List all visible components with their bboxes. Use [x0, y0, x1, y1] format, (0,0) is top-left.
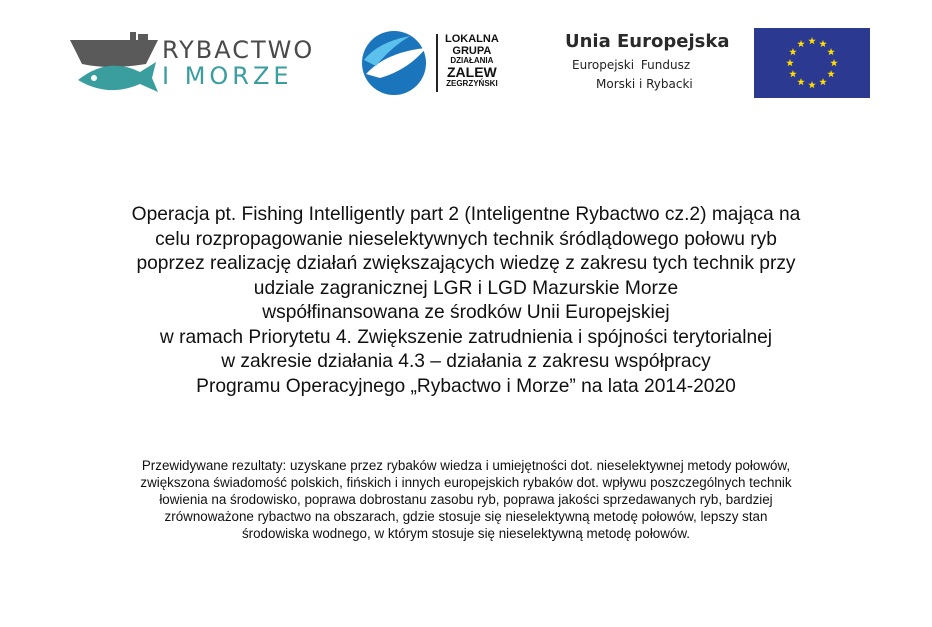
main-line: poprzez realizację działań zwiększających wiedzę z zakresu tych technik przy	[136, 253, 796, 274]
main-line: w zakresie działania 4.3 – działania z zakresu współpracy	[221, 351, 711, 372]
rybactwo-logo-text	[162, 38, 314, 88]
rybactwo-i-morze-logo	[68, 30, 313, 96]
main-line: współfinansowana ze środków Unii Europejskiej	[262, 302, 670, 323]
lgd-circle-icon	[360, 30, 430, 96]
main-line: Programu Operacyjnego „Rybactwo i Morze” na lata 2014-2020	[196, 375, 736, 397]
lgd-line1: LOKALNA	[445, 33, 499, 45]
logo-bar	[0, 0, 932, 110]
lgd-line5: ZEGRZYŃSKI	[446, 79, 498, 89]
lgd-logo-text	[445, 34, 499, 89]
results-line: zrównoważone rybactwo na obszarach, gdzie stosuje się nieselektywną metodę połowów, lepszy stan	[164, 509, 768, 524]
main-line: Operacja pt. Fishing Intelligently part 2 (Inteligentne Rybactwo cz.2) mająca na	[131, 204, 801, 225]
rybactwo-logo-line1: RYBACTWO	[162, 36, 315, 64]
lgd-line4: ZALEW	[447, 64, 497, 81]
boat-fish-icon	[68, 30, 160, 96]
rybactwo-logo-line2: I MORZE	[162, 62, 293, 90]
eu-subtitle-2: Morski i Rybacki	[596, 77, 693, 91]
results-line: łowienia na środowisko, poprawa dobrostanu zasobu ryb, poprawa jakości sprzedawanych ryb, bardziej	[159, 492, 773, 507]
lgd-line2: GRUPA	[452, 44, 492, 57]
eu-title: Unia Europejska	[565, 31, 730, 52]
eu-flag-icon	[754, 28, 870, 98]
lgd-line3: DZIAŁANIA	[450, 56, 494, 66]
lgd-divider	[436, 34, 438, 92]
main-line: w ramach Priorytetu 4. Zwiększenie zatrudnienia i spójności terytorialnej	[159, 326, 773, 348]
results-line: środowiska wodnego, w którym stosuje się nieselektywną metodę połowów.	[241, 526, 691, 541]
lgd-zalew-zegrzynski-logo	[360, 30, 520, 96]
results-line: Przewidywane rezultaty: uzyskane przez rybaków wiedza i umiejętności dot. nieselektywnej metody połowów,	[141, 458, 791, 473]
eu-subtitle-1: Europejski Fundusz	[572, 58, 691, 72]
operation-description	[40, 203, 892, 399]
main-line: udziale zagranicznej LGR i LGD Mazurskie Morze	[253, 277, 679, 299]
expected-results	[40, 457, 892, 542]
results-line: zwiększona świadomość polskich, fińskich i innych europejskich rybaków dot. wpływu poszczególnych technik	[140, 475, 792, 490]
main-line: celu rozpropagowanie nieselektywnych technik śródlądowego połowu ryb	[155, 228, 777, 250]
